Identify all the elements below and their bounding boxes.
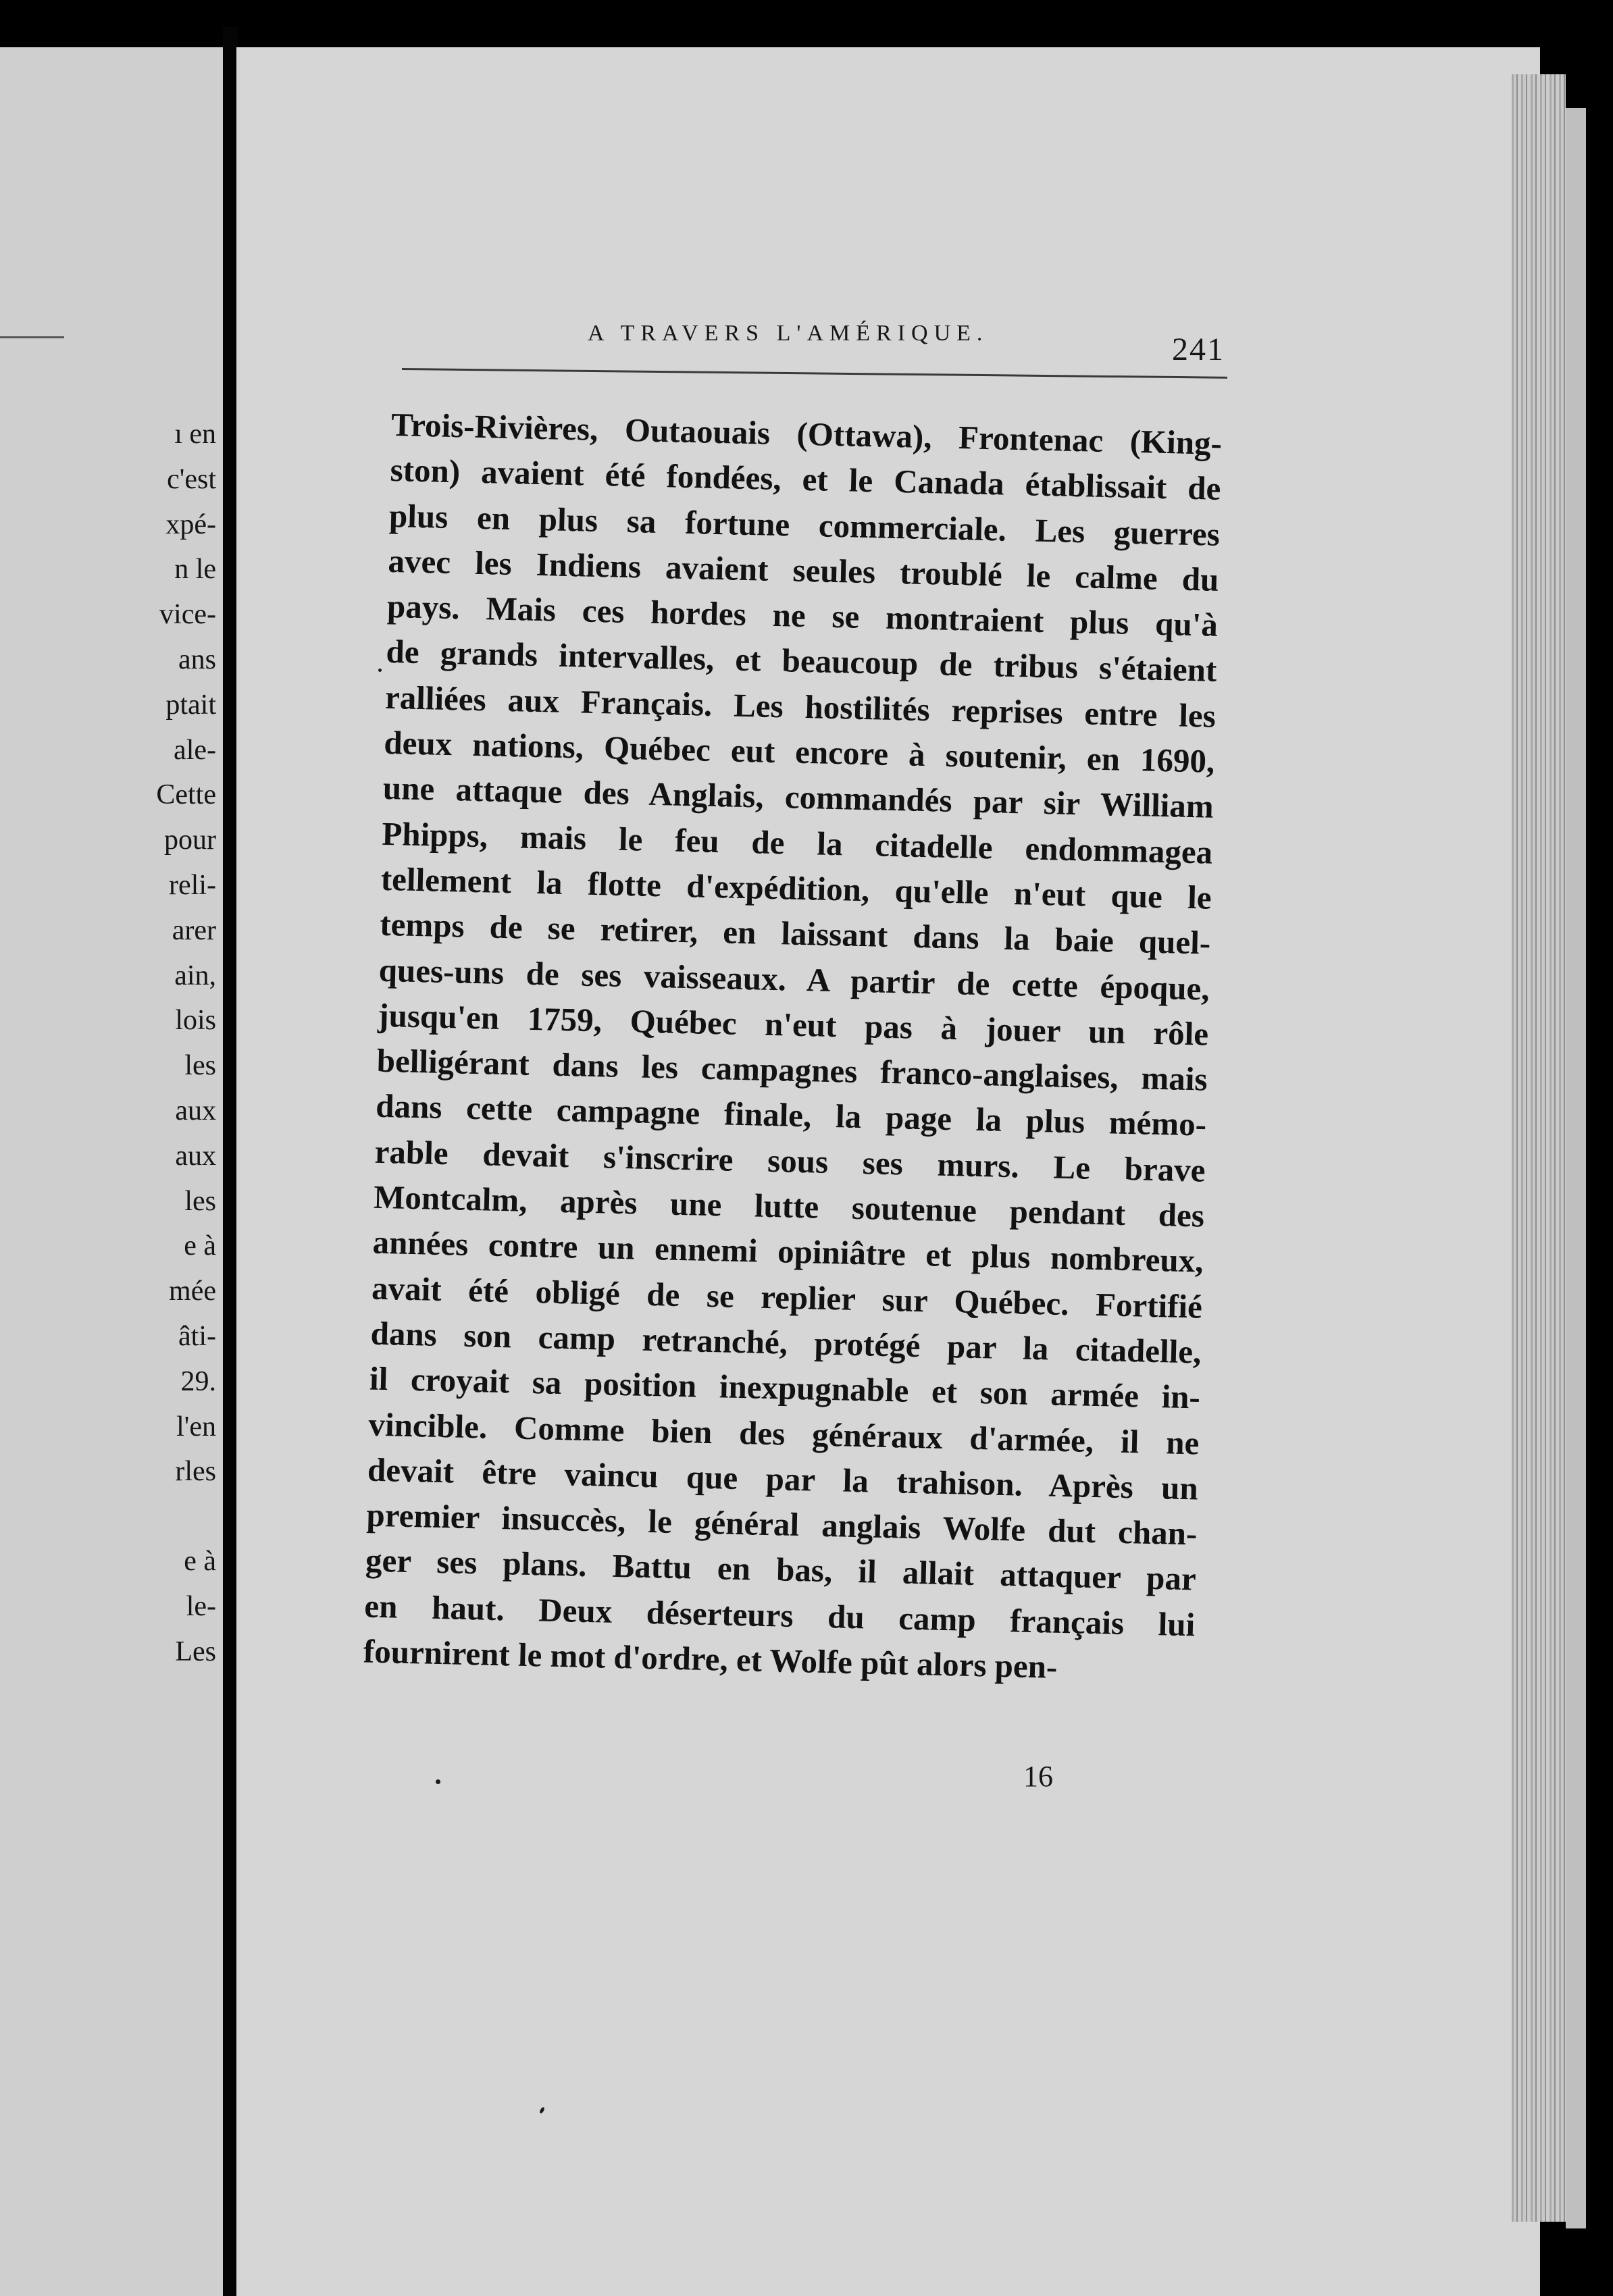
left-fragment: Les	[175, 1636, 216, 1667]
left-fragment: rles	[175, 1456, 216, 1488]
text-line: vincible. Comme bien des généraux d'armée, il ne	[368, 1405, 1200, 1462]
left-page-text-fragments	[156, 412, 216, 1675]
left-fragment: e à	[184, 1546, 216, 1577]
left-fragment: les	[184, 1185, 216, 1217]
left-fragment: ı en	[174, 419, 216, 450]
text-line: premier insuccès, le général anglais Wolfe dut chan-	[365, 1496, 1198, 1553]
left-fragment: ain,	[174, 960, 216, 991]
left-page-rule	[0, 336, 64, 338]
text-line: dans cette campagne finale, la page la plus mémo-	[375, 1087, 1207, 1144]
page-stack-edges	[1512, 74, 1566, 2222]
left-fragment: xpé-	[165, 508, 216, 540]
text-line: de grands intervalles, et beaucoup de tribus s'étaient	[385, 633, 1217, 689]
text-line: tellement la flotte d'expédition, qu'elle n'eut que le	[380, 860, 1212, 916]
signature-mark: 16	[1023, 1760, 1053, 1793]
text-line: temps de se retirer, en laissant dans la baie quel-	[379, 906, 1211, 962]
text-line: deux nations, Québec eut encore à soutenir, en 1690,	[383, 723, 1215, 780]
text-line: en haut. Deux déserteurs du camp français lui	[363, 1587, 1196, 1644]
body-text	[363, 402, 1222, 1693]
text-line: belligérant dans les campagnes franco-anglaises, mais	[376, 1041, 1208, 1098]
left-fragment: 29.	[180, 1365, 216, 1397]
left-fragment: ale-	[174, 734, 216, 766]
text-line: avait été obligé de se replier sur Québec. Fortifié	[371, 1269, 1203, 1326]
page-outer-edge	[1566, 108, 1586, 2228]
left-fragment: mée	[169, 1276, 216, 1307]
text-line: pays. Mais ces hordes ne se montraient plus qu'à	[386, 588, 1219, 644]
text-line: une attaque des Anglais, commandés par sir William	[382, 769, 1214, 826]
left-fragment: ans	[178, 644, 216, 675]
left-fragment: les	[184, 1050, 216, 1082]
left-fragment: Cette	[156, 779, 216, 811]
text-line: fournirent le mot d'ordre, et Wolfe pût alors pen-	[363, 1632, 1058, 1686]
text-line: Trois-Rivières, Outaouais (Ottawa), Frontenac (King-	[390, 405, 1223, 462]
left-fragment: reli-	[169, 869, 216, 901]
left-fragment: aux	[175, 1140, 216, 1172]
ink-speck	[378, 669, 382, 672]
text-line: avec les Indiens avaient seules troublé le calme du	[388, 542, 1219, 598]
left-fragment: pour	[164, 825, 216, 856]
left-fragment: n le	[174, 554, 216, 585]
text-line: devait être vaincu que par la trahison. Après un	[367, 1451, 1199, 1507]
left-fragment: vice-	[159, 599, 216, 631]
left-fragment: arer	[172, 914, 216, 946]
text-line: Phipps, mais le feu de la citadelle endommagea	[381, 814, 1213, 871]
text-line: ston) avaient été fondées, et le Canada établissait de	[390, 451, 1222, 508]
text-line: ralliées aux Français. Les hostilités reprises entre les	[384, 678, 1217, 735]
left-fragment: c'est	[167, 463, 216, 495]
text-line: jusqu'en 1759, Québec n'eut pas à jouer un rôle	[377, 996, 1209, 1053]
ink-speck	[436, 1779, 440, 1784]
left-fragment: aux	[175, 1095, 216, 1126]
left-page	[0, 47, 223, 2296]
left-fragment: e à	[184, 1230, 216, 1262]
left-fragment: lois	[175, 1005, 216, 1037]
page-number: 241	[1172, 332, 1225, 367]
text-line: ger ses plans. Battu en bas, il allait attaquer par	[365, 1541, 1197, 1598]
text-line: plus en plus sa fortune commerciale. Les guerres	[388, 496, 1221, 553]
left-fragment: âti-	[178, 1320, 216, 1352]
text-line: années contre un ennemi opiniâtre et plus nombreux,	[372, 1224, 1204, 1280]
text-line: ques-uns de ses vaisseaux. A partir de cette époque,	[378, 951, 1210, 1008]
left-fragment: ptait	[165, 689, 216, 721]
left-fragment: le-	[186, 1590, 216, 1622]
running-title: A TRAVERS L'AMÉRIQUE.	[588, 321, 989, 346]
text-line: rable devait s'inscrire sous ses murs. Le brave	[374, 1132, 1206, 1189]
left-fragment: l'en	[176, 1411, 216, 1442]
text-line: il croyait sa position inexpugnable et son armée in-	[369, 1359, 1201, 1416]
text-line: Montcalm, après une lutte soutenue pendant des	[373, 1178, 1205, 1234]
book-gutter-fold	[223, 27, 238, 2296]
text-line: dans son camp retranché, protégé par la citadelle,	[370, 1314, 1202, 1371]
